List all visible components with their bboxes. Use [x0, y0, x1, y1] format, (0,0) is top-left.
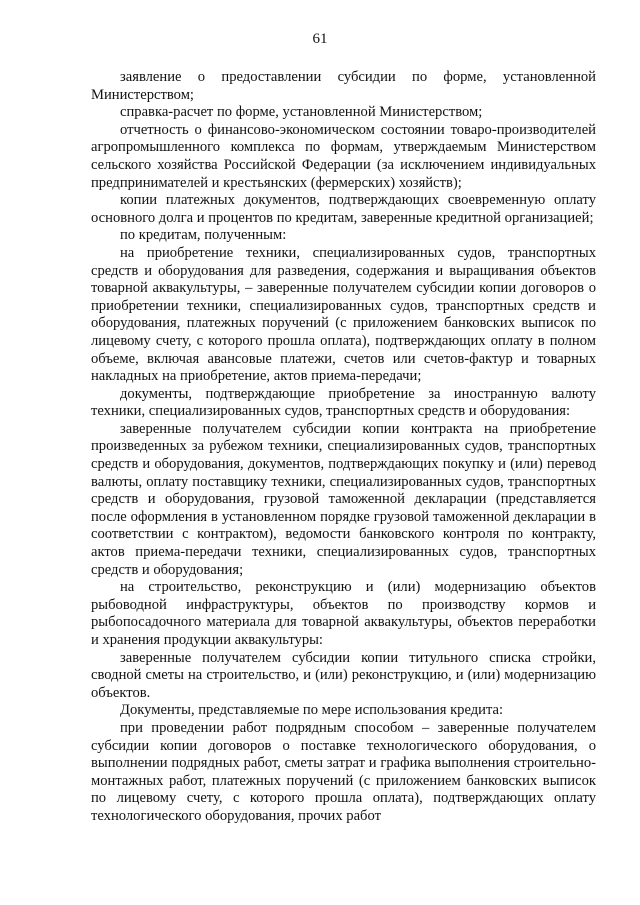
paragraph: документы, подтверждающие приобретение за иностранную валюту техники, специализированных судов, транспортных средств и оборудования:: [91, 385, 596, 420]
body-text: [91, 69, 596, 826]
paragraph: заверенные получателем субсидии копии контракта на приобретение произведенных за рубежом техники, специализированных судов, транспортных средств и оборудования, документов, подтверждающих покупку и (или) перевод валюты, оплату поставщику техники, специализированных судов, транспортных средств и оборудования, грузовой таможенной декларации (представляется после оформления в установленном порядке грузовой таможенной декларации в соответствии с контрактом), ведомости банковского контроля по контракту, актов приема-передачи техники, специализированных судов, транспортных средств и оборудования;: [91, 420, 596, 578]
paragraph: копии платежных документов, подтверждающих своевременную оплату основного долга и процентов по кредитам, заверенные кредитной организацией;: [91, 192, 596, 226]
paragraph: на строительство, реконструкцию и (или) модернизацию объектов рыбоводной инфраструктуры, объектов по производству кормов и рыбопосадочного материала для товарной аквакультуры, объектов переработки и хранения продукции аквакультуры:: [91, 579, 596, 648]
paragraph: заверенные получателем субсидии копии титульного списка стройки, сводной сметы на строительство, и (или) реконструкцию, и (или) модернизацию объектов.: [91, 649, 596, 701]
paragraph: на приобретение техники, специализированных судов, транспортных средств и оборудования для разведения, содержания и выращивания объектов товарной аквакультуры, – заверенные получателем субсидии копии договоров о приобретении техники, специализированных судов, транспортных средств и оборудования, платежных поручений (с приложением банковских выписок по лицевому счету, с которого прошла оплата), подтверждающих оплату в полном объеме, включая авансовые платежи, счетов или счетов-фактур и товарных накладных на приобретение, актов приема-передачи;: [91, 244, 596, 385]
paragraph: справка-расчет по форме, установленной Министерством;: [120, 104, 483, 121]
paragraph: по кредитам, полученным:: [120, 227, 287, 244]
paragraph: при проведении работ подрядным способом – заверенные получателем субсидии копии договоров о поставке технологического оборудования, о выполнении подрядных работ, сметы затрат и графика выполнения строительно-монтажных работ, платежных поручений (с приложением банковских выписок по лицевому счету, с которого прошла оплата), подтверждающих оплату технологического оборудования, прочих работ: [91, 719, 596, 824]
page-number: 61: [312, 31, 328, 47]
paragraph: Документы, представляемые по мере использования кредита:: [120, 702, 504, 719]
paragraph: заявление о предоставлении субсидии по форме, установленной Министерством;: [91, 69, 596, 103]
paragraph: отчетность о финансово-экономическом состоянии товаро-производителей агропромышленного комплекса по формам, утверждаемым Министерством сельского хозяйства Российской Федерации (за исключением индивидуальных предпринимателей и крестьянских (фермерских) хозяйств);: [91, 121, 596, 191]
